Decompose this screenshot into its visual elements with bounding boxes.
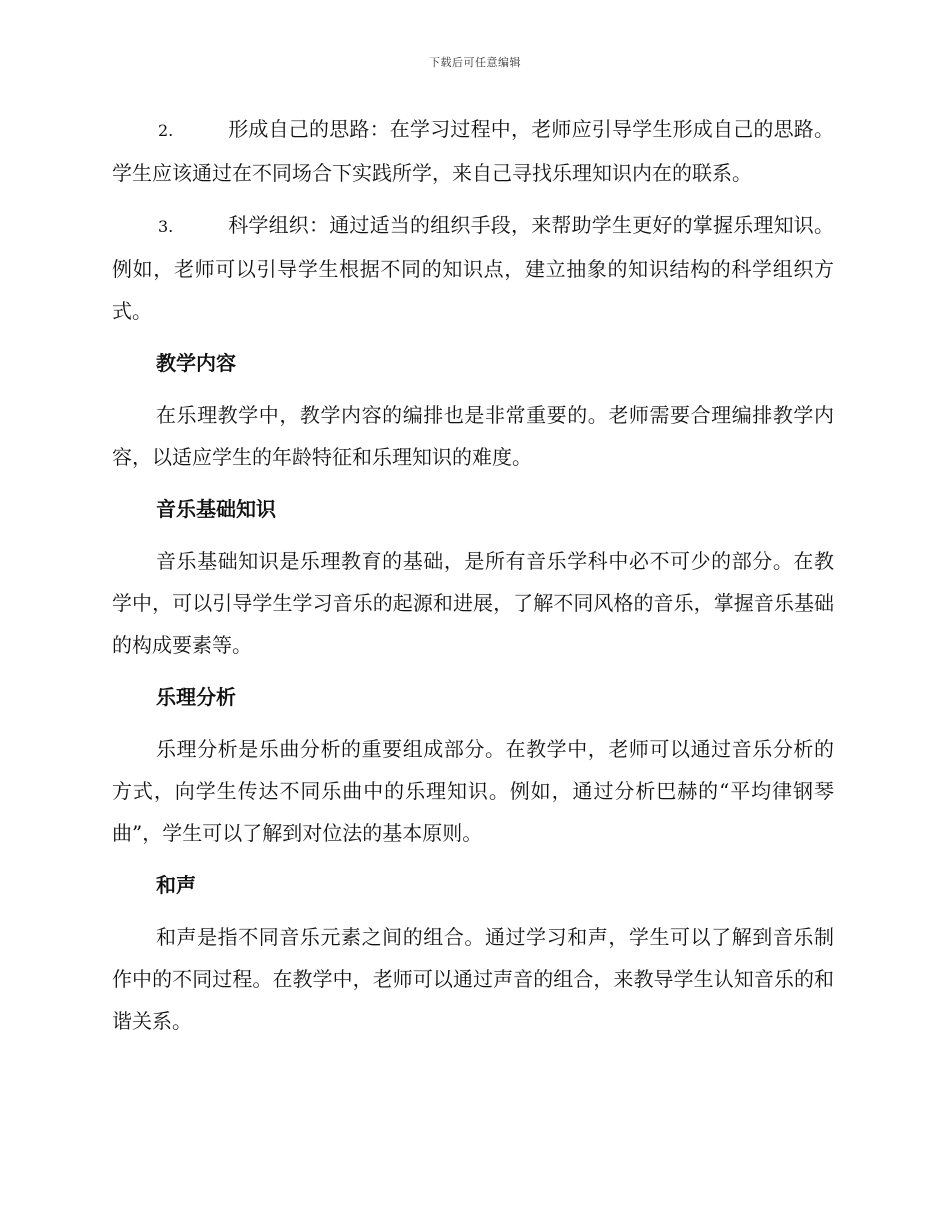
- list-item-3: [112, 204, 834, 332]
- list-text: 科学组织：通过适当的组织手段，来帮助学生更好的掌握乐理知识。例如，老师可以引导学生根据不同的知识点，建立抽象的知识结构的科学组织方式。: [112, 213, 834, 323]
- section-body-music-basics: 音乐基础知识是乐理教育的基础，是所有音乐学科中必不可少的部分。在教学中，可以引导学生学习音乐的起源和进展，了解不同风格的音乐，掌握音乐基础的构成要素等。: [112, 549, 834, 657]
- section-heading-harmony: 和声: [156, 873, 196, 897]
- section-body-teaching-content: 在乐理教学中，教学内容的编排也是非常重要的。老师需要合理编排教学内容，以适应学生的年龄特征和乐理知识的难度。: [112, 403, 834, 469]
- page-header: 下载后可任意编辑: [429, 56, 521, 69]
- section-body-harmony: 和声是指不同音乐元素之间的组合。通过学习和声，学生可以了解到音乐制作中的不同过程。在教学中，老师可以通过声音的组合，来教导学生认知音乐的和谐关系。: [112, 925, 834, 1033]
- list-text: 形成自己的思路：在学习过程中，老师应引导学生形成自己的思路。学生应该通过在不同场合下实践所学，来自己寻找乐理知识内在的联系。: [112, 117, 834, 185]
- list-number: 2.: [158, 121, 174, 140]
- document-body: [112, 108, 834, 1052]
- list-item-2: [112, 108, 834, 194]
- section-heading-theory-analysis: 乐理分析: [156, 685, 236, 709]
- section-heading-teaching-content: 教学内容: [156, 351, 236, 375]
- list-number: 3.: [158, 217, 174, 236]
- section-heading-music-basics: 音乐基础知识: [156, 497, 276, 521]
- section-body-theory-analysis: 乐理分析是乐曲分析的重要组成部分。在教学中，老师可以通过音乐分析的方式，向学生传达不同乐曲中的乐理知识。例如，通过分析巴赫的“平均律钢琴曲”，学生可以了解到对位法的基本原则。: [112, 737, 834, 845]
